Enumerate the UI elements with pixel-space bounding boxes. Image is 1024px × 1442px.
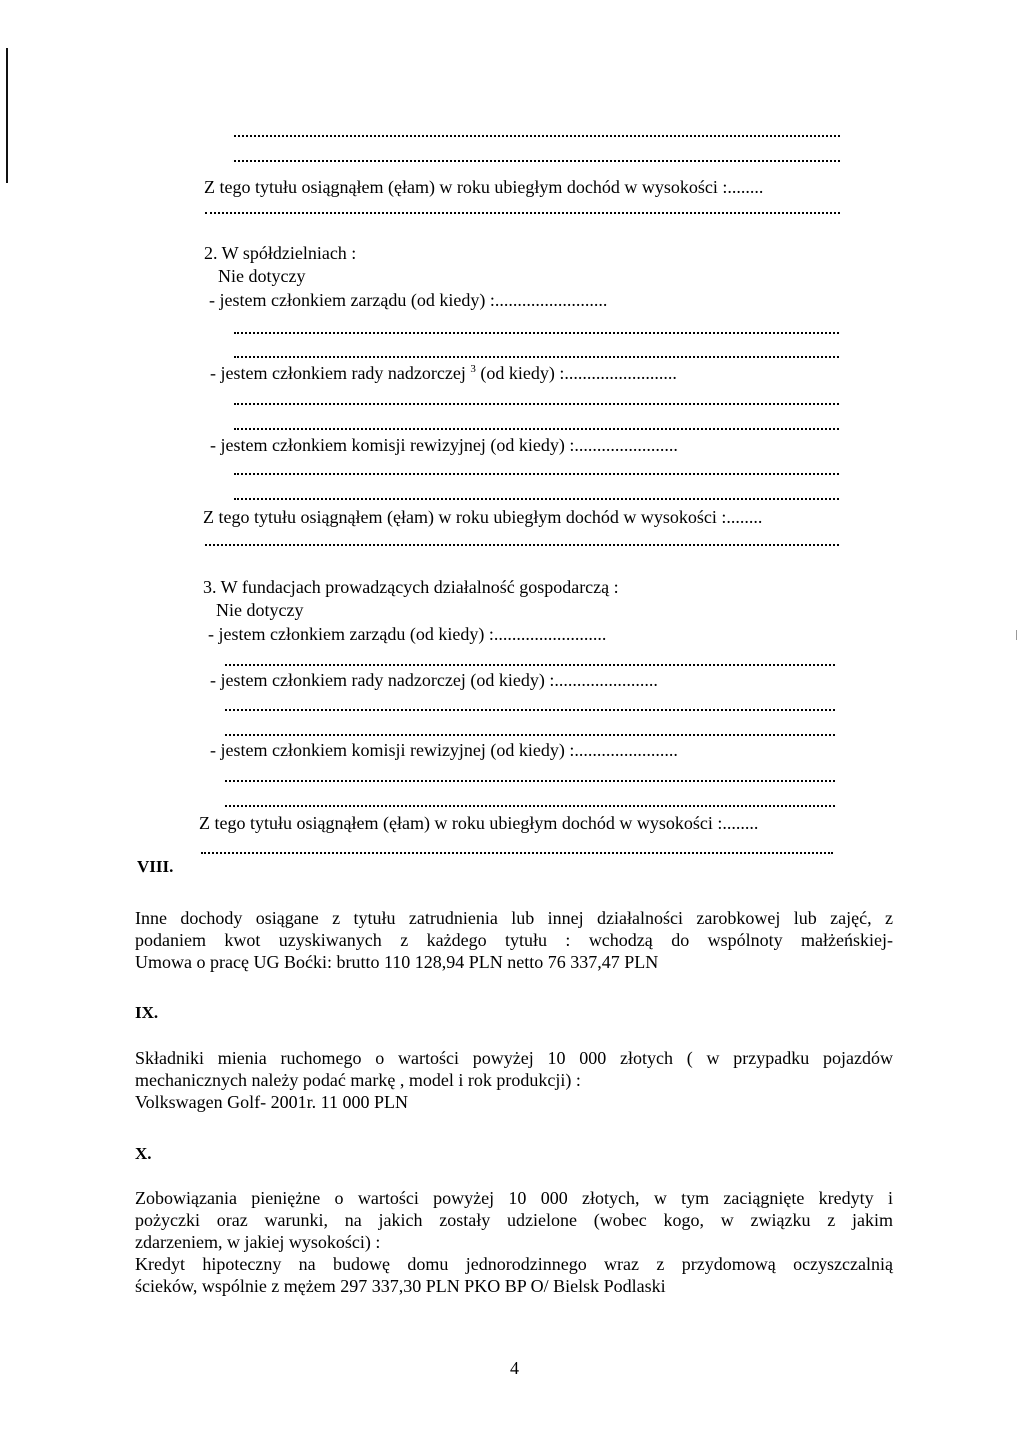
section-x-text [135, 1187, 893, 1297]
section-viii-line-2: podaniem kwot uzyskiwanych z każdego tytułu : wchodzą do wspólnoty małżeńskiej- [135, 930, 893, 950]
cooperatives-board: - jestem członkiem zarządu (od kiedy) :......................... [209, 290, 608, 310]
section-ix-line-1: Składniki mienia ruchomego o wartości powyżej 10 000 złotych ( w przypadku pojazdów [135, 1048, 893, 1068]
section-viii-line-3: Umowa o pracę UG Boćki: brutto 110 128,94 PLN netto 76 337,47 PLN [135, 952, 659, 972]
foundations-heading: 3. W fundacjach prowadzących działalność gospodarczą : [203, 577, 619, 597]
section-ix-text [135, 1047, 893, 1113]
fill-line [225, 709, 835, 711]
fill-line [225, 805, 835, 807]
fill-line [225, 664, 835, 666]
fill-line [234, 428, 839, 430]
fill-line [225, 734, 835, 736]
fill-line [201, 852, 833, 854]
fill-line [225, 780, 835, 782]
section-viii-line-1-end: z [885, 908, 894, 928]
foundations-board: - jestem członkiem zarządu (od kiedy) :......................... [208, 624, 607, 644]
cooperatives-supervisory-since: (od kiedy) :......................... [480, 363, 677, 383]
cooperatives-supervisory [210, 363, 677, 383]
page-number: 4 [510, 1358, 519, 1378]
cooperatives-supervisory-label: - jestem członkiem rady nadzorczej [210, 363, 466, 383]
foundations-audit: - jestem członkiem komisji rewizyjnej (od kiedy) :....................... [210, 740, 678, 760]
scan-speck [1016, 630, 1017, 640]
section-x-line-4: Kredyt hipoteczny na budowę domu jednorodzinnego wraz z przydomową oczyszczalnią [135, 1254, 893, 1274]
section-ix-line-2: mechanicznych należy podać markę , model i rok produkcji) : [135, 1070, 581, 1090]
section-viii-line-1-text: Inne dochody osiągane z tytułu zatrudnienia lub innej działalności zarobkowej lub zajęć, [135, 908, 872, 928]
fill-line [234, 473, 839, 475]
foundations-status: Nie dotyczy [216, 600, 304, 620]
section-x-line-3: zdarzeniem, w jakiej wysokości) : [135, 1232, 381, 1252]
section-viii-text [135, 907, 893, 973]
cooperatives-heading: 2. W spółdzielniach : [204, 243, 357, 263]
fill-line [205, 212, 840, 214]
fill-line [234, 332, 839, 334]
fill-line [234, 160, 840, 162]
section-ix-line-3: Volkswagen Golf- 2001r. 11 000 PLN [135, 1092, 408, 1112]
income-line-top: Z tego tytułu osiągnąłem (ęłam) w roku ubiegłym dochód w wysokości :........ [204, 177, 764, 197]
fill-line [205, 544, 839, 546]
fill-line [234, 356, 839, 358]
section-x-numeral: X. [135, 1144, 152, 1163]
section-x-line-5: ścieków, wspólnie z mężem 297 337,30 PLN PKO BP O/ Bielsk Podlaski [135, 1276, 666, 1296]
section-x-line-2: pożyczki oraz warunki, na jakich zostały udzielone (wobec kogo, w związku z jakim [135, 1210, 893, 1230]
section-viii-line-1 [135, 907, 893, 929]
fill-line [234, 135, 840, 137]
section-x-line-1-end: i [887, 1188, 893, 1208]
section-x-line-1-text: Zobowiązania pieniężne o wartości powyżej 10 000 złotych, w tym zaciągnięte kredyty [135, 1188, 874, 1208]
fill-line [234, 403, 839, 405]
footnote-marker: 3 [470, 363, 476, 375]
scan-edge-mark [6, 48, 8, 183]
cooperatives-audit: - jestem członkiem komisji rewizyjnej (od kiedy) :....................... [210, 435, 678, 455]
section-viii-numeral: VIII. [137, 857, 174, 876]
income-line-cooperatives: Z tego tytułu osiągnąłem (ęłam) w roku ubiegłym dochód w wysokości :........ [203, 507, 763, 527]
income-line-foundations: Z tego tytułu osiągnąłem (ęłam) w roku ubiegłym dochód w wysokości :........ [199, 813, 759, 833]
cooperatives-status: Nie dotyczy [218, 266, 306, 286]
foundations-supervisory: - jestem członkiem rady nadzorczej (od kiedy) :....................... [210, 670, 658, 690]
section-x-line-1 [135, 1187, 893, 1209]
section-ix-numeral: IX. [135, 1003, 159, 1022]
fill-line [234, 498, 839, 500]
